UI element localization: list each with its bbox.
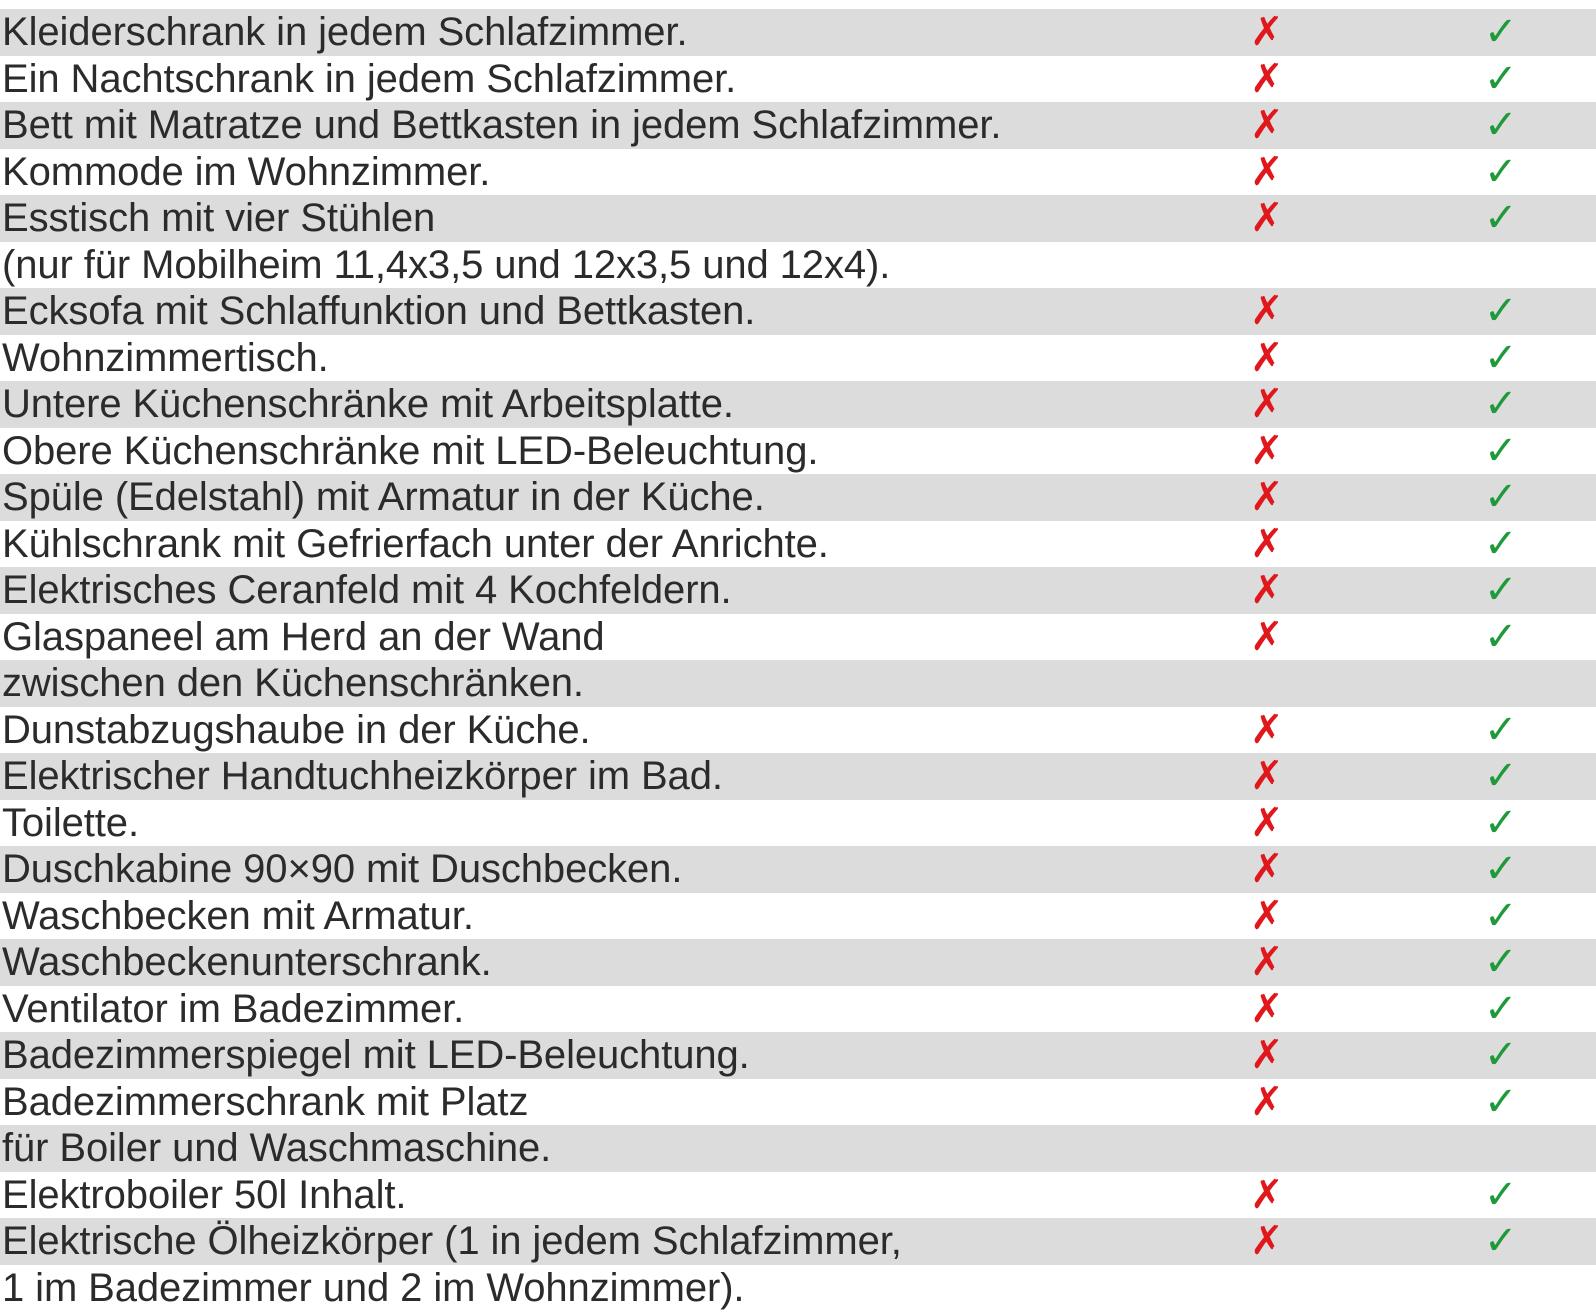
check-icon: ✓ — [1484, 846, 1518, 892]
cross-icon: ✗ — [1250, 55, 1284, 102]
cross-icon: ✗ — [1250, 381, 1284, 427]
item-description: Obere Küchenschränke mit LED-Beleuchtung. — [2, 428, 819, 473]
check-icon: ✓ — [1484, 985, 1518, 1032]
row-line — [0, 707, 1596, 754]
cross-icon: ✗ — [1250, 102, 1284, 148]
item-description: Kommode im Wohnzimmer. — [2, 149, 491, 194]
cross-icon: ✗ — [1250, 892, 1284, 939]
check-icon: ✓ — [1484, 1078, 1518, 1125]
item-description: Untere Küchenschränke mit Arbeitsplatte. — [2, 382, 734, 426]
cross-icon: ✗ — [1250, 148, 1284, 195]
item-description: Wohnzimmertisch. — [2, 335, 329, 380]
cross-icon: ✗ — [1250, 9, 1284, 55]
item-description: Elektrischer Handtuchheizkörper im Bad. — [2, 754, 723, 798]
row-line — [0, 9, 1596, 56]
row-line — [0, 939, 1596, 986]
item-description: Ventilator im Badezimmer. — [2, 986, 465, 1031]
item-description: Esstisch mit vier Stühlen — [2, 196, 436, 240]
table-row — [0, 1032, 1596, 1079]
table-row — [0, 1079, 1596, 1172]
row-line — [0, 474, 1596, 521]
check-icon: ✓ — [1484, 753, 1518, 799]
row-line — [0, 1032, 1596, 1079]
check-icon: ✓ — [1484, 892, 1518, 939]
table-row — [0, 893, 1596, 940]
row-line — [0, 1079, 1596, 1126]
item-description: Kühlschrank mit Gefrierfach unter der Anrichte. — [2, 521, 829, 566]
item-description: Elektroboiler 50l Inhalt. — [2, 1172, 407, 1217]
row-line — [0, 567, 1596, 614]
item-description: Badezimmerschrank mit Platz — [2, 1079, 529, 1124]
table-row — [0, 939, 1596, 986]
table-row — [0, 521, 1596, 568]
check-icon: ✓ — [1484, 1032, 1518, 1078]
row-line — [0, 242, 1596, 289]
row-line — [0, 893, 1596, 940]
check-icon: ✓ — [1484, 148, 1518, 195]
row-line — [0, 56, 1596, 103]
table-row — [0, 986, 1596, 1033]
item-description: Dunstabzugshaube in der Küche. — [2, 707, 591, 752]
cross-icon: ✗ — [1250, 334, 1284, 381]
check-icon: ✓ — [1484, 939, 1518, 985]
check-icon: ✓ — [1484, 288, 1518, 334]
item-description: Glaspaneel am Herd an der Wand — [2, 614, 605, 659]
cross-icon: ✗ — [1250, 195, 1284, 241]
item-description: Duschkabine 90×90 mit Duschbecken. — [2, 847, 683, 891]
table-row — [0, 1218, 1596, 1311]
check-icon: ✓ — [1484, 334, 1518, 381]
table-row — [0, 56, 1596, 103]
check-icon: ✓ — [1484, 567, 1518, 613]
item-description: Elektrische Ölheizkörper (1 in jedem Schlafzimmer, — [2, 1219, 902, 1263]
item-description: Toilette. — [2, 800, 139, 845]
item-description: Badezimmerspiegel mit LED-Beleuchtung. — [2, 1033, 750, 1077]
table-row — [0, 800, 1596, 847]
check-icon: ✓ — [1484, 1171, 1518, 1218]
item-description: Elektrisches Ceranfeld mit 4 Kochfeldern. — [2, 568, 732, 612]
item-description: (nur für Mobilheim 11,4x3,5 und 12x3,5 und 12x4). — [2, 242, 891, 287]
table-row — [0, 1172, 1596, 1219]
row-line — [0, 846, 1596, 893]
row-line — [0, 1125, 1596, 1172]
cross-icon: ✗ — [1250, 520, 1284, 567]
item-description: für Boiler und Waschmaschine. — [2, 1126, 552, 1170]
cross-icon: ✗ — [1250, 846, 1284, 892]
equipment-table — [0, 9, 1596, 1311]
row-line — [0, 195, 1596, 242]
row-line — [0, 1172, 1596, 1219]
item-description: zwischen den Küchenschränken. — [2, 661, 584, 705]
table-row — [0, 428, 1596, 475]
cross-icon: ✗ — [1250, 1032, 1284, 1078]
table-row — [0, 195, 1596, 288]
row-line — [0, 1265, 1596, 1312]
check-icon: ✓ — [1484, 706, 1518, 753]
row-line — [0, 149, 1596, 196]
check-icon: ✓ — [1484, 474, 1518, 520]
table-row — [0, 381, 1596, 428]
table-row — [0, 567, 1596, 614]
cross-icon: ✗ — [1250, 1218, 1284, 1264]
row-line — [0, 288, 1596, 335]
cross-icon: ✗ — [1250, 799, 1284, 846]
item-description: Bett mit Matratze und Bettkasten in jedem Schlafzimmer. — [2, 103, 1002, 147]
cross-icon: ✗ — [1250, 985, 1284, 1032]
table-row — [0, 474, 1596, 521]
cross-icon: ✗ — [1250, 1171, 1284, 1218]
row-line — [0, 986, 1596, 1033]
check-icon: ✓ — [1484, 195, 1518, 241]
cross-icon: ✗ — [1250, 753, 1284, 799]
row-line — [0, 800, 1596, 847]
row-line — [0, 753, 1596, 800]
item-description: Ecksofa mit Schlaffunktion und Bettkasten. — [2, 289, 756, 333]
row-line — [0, 660, 1596, 707]
check-icon: ✓ — [1484, 520, 1518, 567]
table-row — [0, 753, 1596, 800]
check-icon: ✓ — [1484, 9, 1518, 55]
item-description: Spüle (Edelstahl) mit Armatur in der Küche. — [2, 475, 765, 519]
check-icon: ✓ — [1484, 102, 1518, 148]
item-description: Waschbeckenunterschrank. — [2, 940, 492, 984]
cross-icon: ✗ — [1250, 613, 1284, 660]
row-line — [0, 1218, 1596, 1265]
check-icon: ✓ — [1484, 1218, 1518, 1264]
check-icon: ✓ — [1484, 55, 1518, 102]
cross-icon: ✗ — [1250, 567, 1284, 613]
cross-icon: ✗ — [1250, 1078, 1284, 1125]
cross-icon: ✗ — [1250, 474, 1284, 520]
row-line — [0, 381, 1596, 428]
table-row — [0, 9, 1596, 56]
cross-icon: ✗ — [1250, 427, 1284, 474]
table-row — [0, 846, 1596, 893]
item-description: Ein Nachtschrank in jedem Schlafzimmer. — [2, 56, 737, 101]
check-icon: ✓ — [1484, 613, 1518, 660]
table-row — [0, 614, 1596, 707]
row-line — [0, 102, 1596, 149]
cross-icon: ✗ — [1250, 288, 1284, 334]
item-description: Waschbecken mit Armatur. — [2, 893, 474, 938]
check-icon: ✓ — [1484, 427, 1518, 474]
row-line — [0, 335, 1596, 382]
table-row — [0, 102, 1596, 149]
item-description: 1 im Badezimmer und 2 im Wohnzimmer). — [2, 1265, 745, 1310]
check-icon: ✓ — [1484, 381, 1518, 427]
cross-icon: ✗ — [1250, 939, 1284, 985]
row-line — [0, 521, 1596, 568]
table-row — [0, 149, 1596, 196]
table-row — [0, 707, 1596, 754]
row-line — [0, 428, 1596, 475]
table-row — [0, 288, 1596, 335]
row-line — [0, 614, 1596, 661]
cross-icon: ✗ — [1250, 706, 1284, 753]
table-row — [0, 335, 1596, 382]
check-icon: ✓ — [1484, 799, 1518, 846]
item-description: Kleiderschrank in jedem Schlafzimmer. — [2, 10, 688, 54]
